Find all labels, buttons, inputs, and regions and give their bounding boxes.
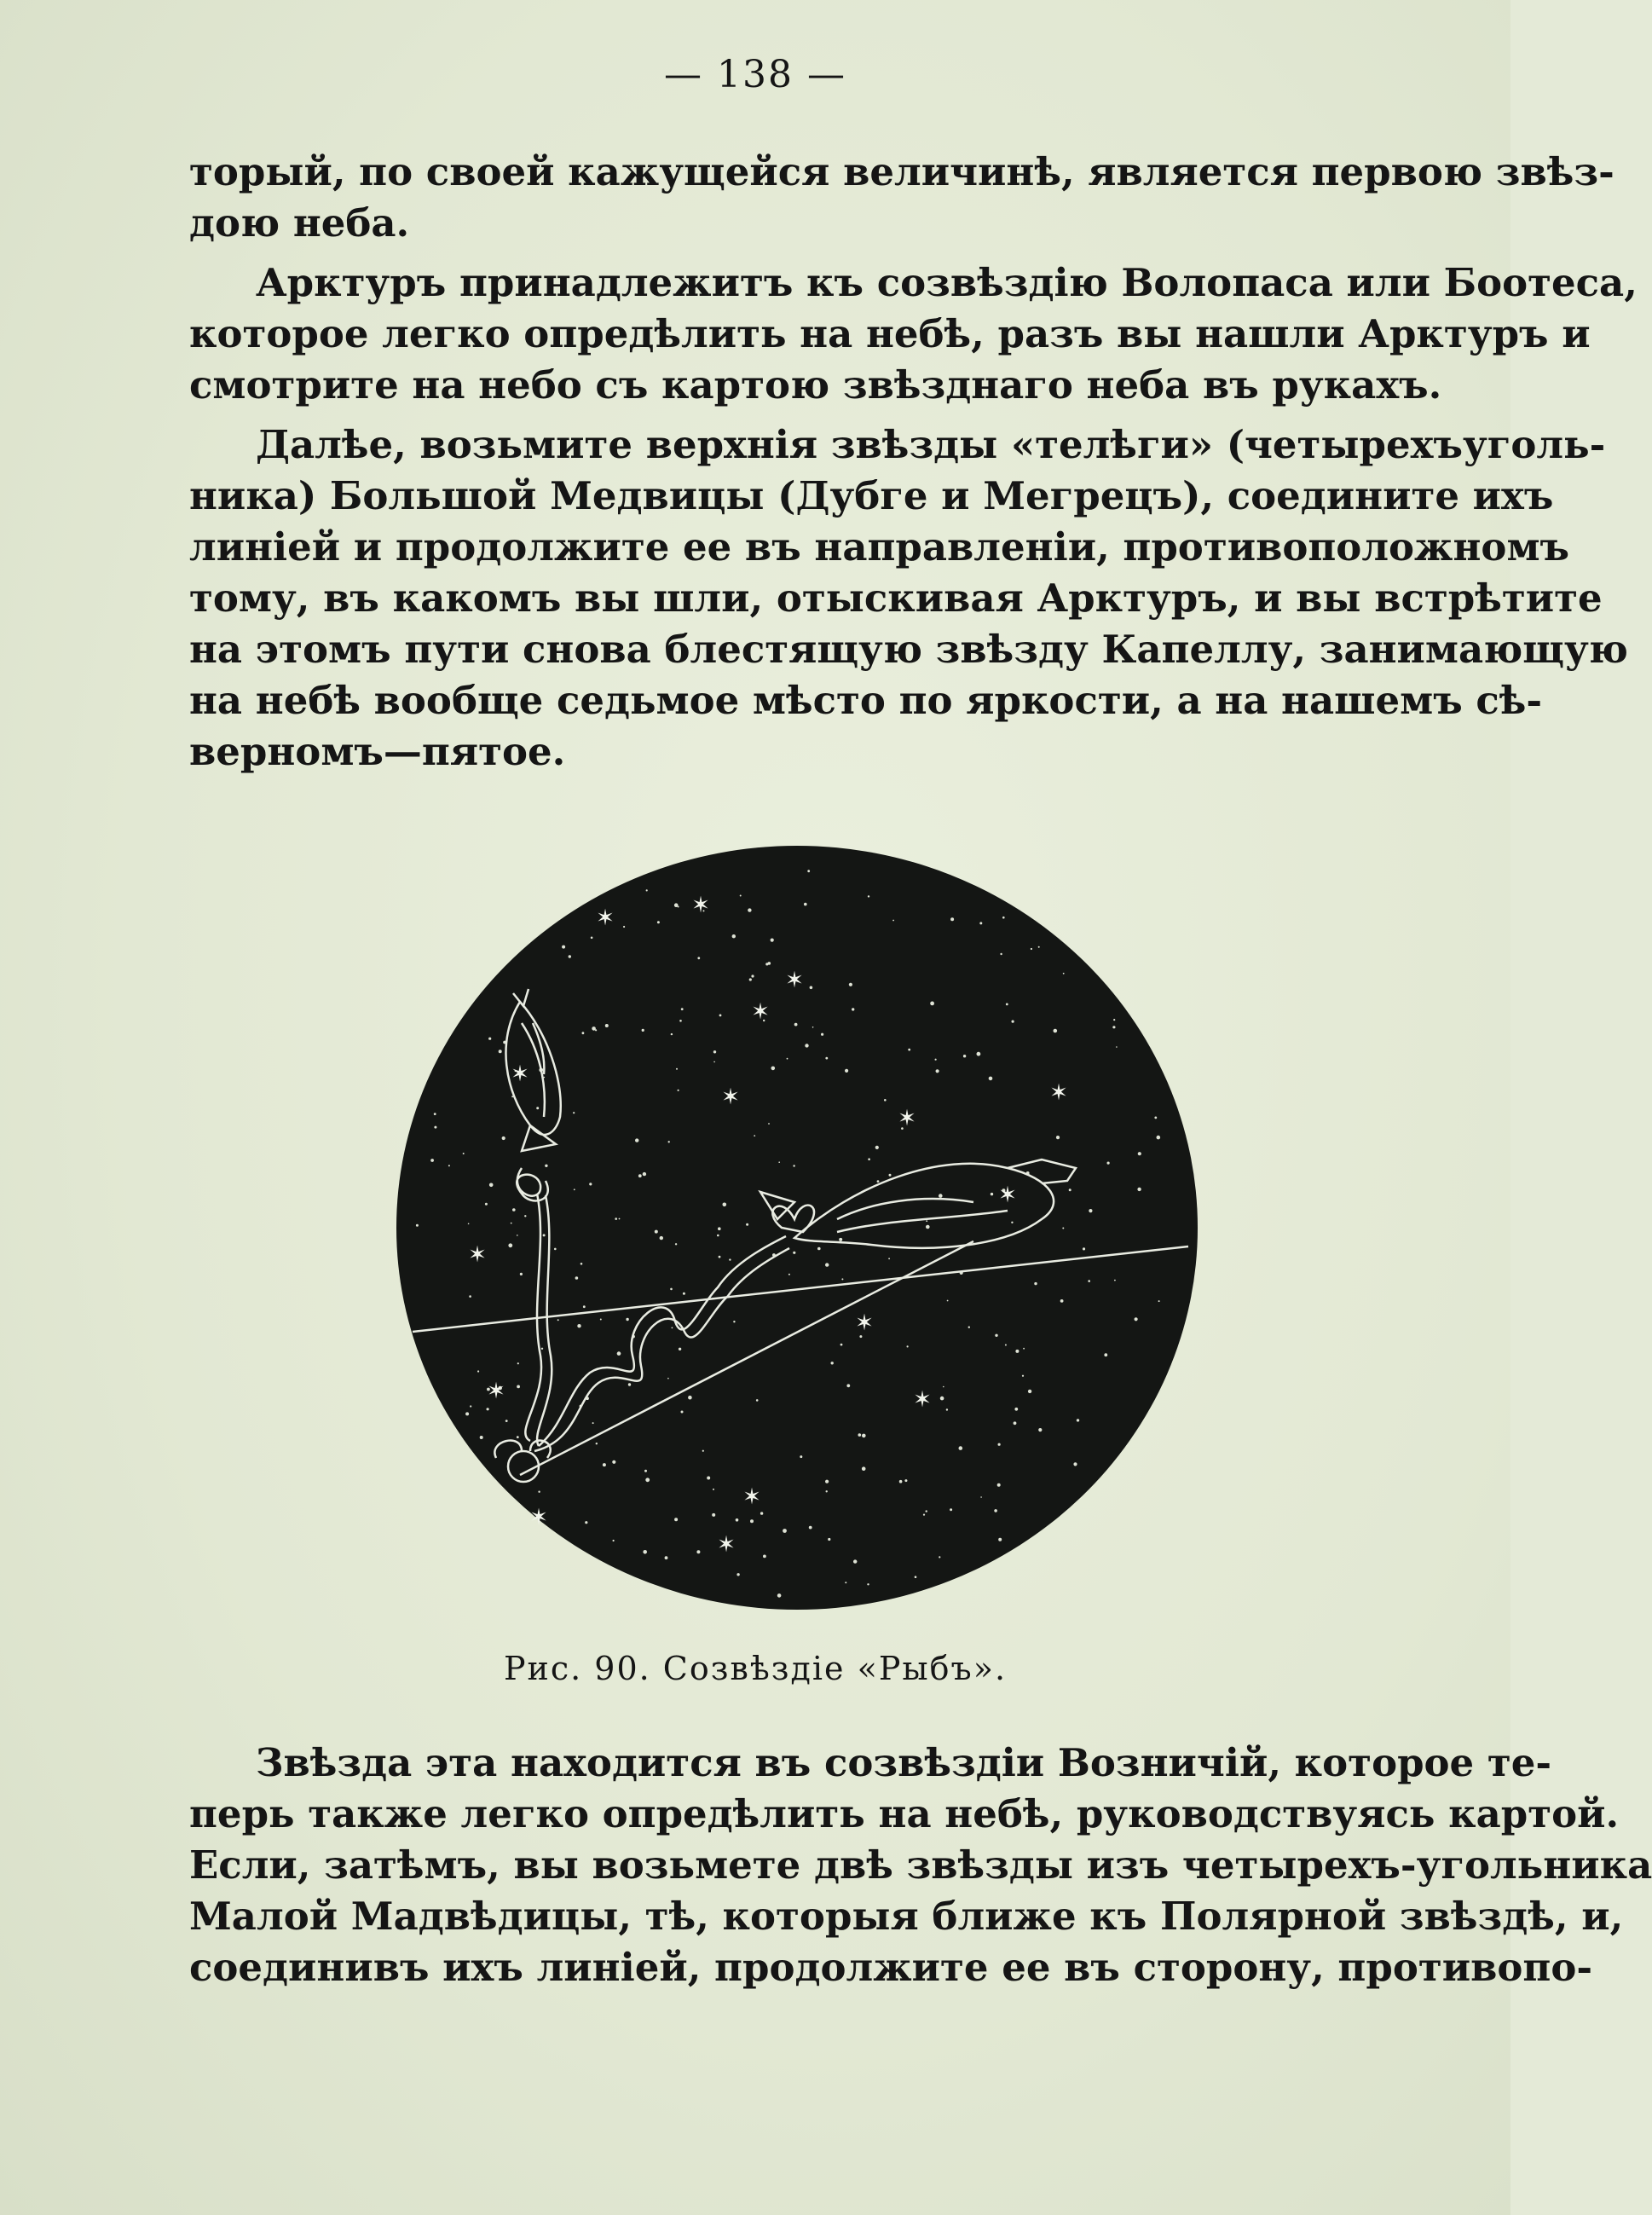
star-dot [545, 1165, 547, 1167]
star-dot [719, 1256, 721, 1258]
star-dot [644, 1470, 647, 1472]
star-dot [613, 1540, 615, 1541]
star-dot [926, 1220, 927, 1222]
star-dot [660, 1236, 663, 1240]
star-dot [477, 1370, 479, 1372]
star-dot [623, 926, 625, 928]
star-dot [713, 1489, 714, 1490]
text-line: линіей и продолжите ее въ направленіи, противоположномъ [189, 524, 1570, 570]
star-dot [465, 1412, 469, 1415]
star-dot [754, 1135, 755, 1136]
star-dot [605, 1024, 609, 1027]
star-dot [1038, 946, 1040, 948]
bright-star-icon: ✶ [898, 1106, 916, 1131]
star-dot [1154, 1117, 1157, 1119]
star-dot [577, 1324, 581, 1327]
star-dot [793, 1252, 795, 1254]
text-line: Звѣзда эта находится въ созвѣздіи Возничій, которое те- [256, 1740, 1552, 1785]
star-dot [862, 1434, 866, 1438]
star-dot [562, 946, 565, 949]
star-dot [595, 1029, 597, 1031]
star-dot [943, 1386, 944, 1388]
bright-star-icon: ✶ [855, 1310, 874, 1336]
star-dot [760, 1512, 763, 1514]
star-dot [617, 1351, 621, 1356]
star-dot [788, 1274, 790, 1275]
star-dot [950, 1508, 952, 1511]
star-dot [1014, 1408, 1018, 1411]
star-dot [679, 1348, 681, 1350]
star-dot [681, 1008, 684, 1010]
star-dot [713, 1050, 716, 1053]
star-dot [1054, 1029, 1058, 1033]
star-dot [998, 1443, 1001, 1446]
star-dot [1015, 1350, 1019, 1353]
star-dot [771, 1067, 776, 1071]
star-dot [793, 1165, 794, 1166]
star-dot [679, 1020, 682, 1022]
star-dot [940, 1397, 944, 1401]
star-dot [675, 1243, 677, 1245]
star-dot [554, 1248, 557, 1251]
star-dot [672, 1327, 673, 1329]
star-dot [468, 1223, 470, 1225]
star-dot [950, 917, 954, 921]
star-dot [763, 1555, 766, 1559]
text-line: Далѣе, возьмите верхнія звѣзды «телѣги» (четырехъуголь- [256, 422, 1606, 467]
star-dot [794, 1023, 798, 1027]
star-dot [696, 1550, 700, 1553]
star-dot [1031, 948, 1032, 950]
star-dot [488, 1038, 491, 1040]
text-line: соединивъ ихъ линіей, продолжите ее въ сторону, противопо- [189, 1945, 1593, 1990]
star-dot [1023, 1348, 1025, 1350]
star-dot [825, 1480, 829, 1483]
star-dot [1104, 1353, 1107, 1356]
bright-star-icon: ✶ [468, 1242, 487, 1268]
figure-caption: Рис. 90. Созвѣздіе «Рыбъ». [503, 1650, 1008, 1687]
bright-star-icon: ✶ [511, 1061, 529, 1087]
star-dot [499, 1050, 502, 1053]
star-dot [416, 1224, 419, 1227]
star-dot [994, 1509, 997, 1512]
text-line: верномъ—пятое. [189, 729, 566, 774]
star-dot [574, 1188, 575, 1190]
night-sky-disc [396, 846, 1198, 1610]
star-dot [434, 1113, 436, 1115]
star-dot [778, 1161, 780, 1163]
star-dot [936, 1069, 939, 1073]
star-dot [487, 1408, 489, 1410]
star-dot [512, 1208, 516, 1212]
star-dot [804, 903, 807, 906]
star-dot [670, 1288, 673, 1291]
star-dot [768, 1123, 770, 1125]
star-dot [846, 1384, 850, 1387]
star-dot [935, 1059, 937, 1061]
star-dot [989, 1077, 993, 1081]
star-dot [840, 1344, 843, 1346]
star-dot [600, 1319, 602, 1321]
star-dot [1028, 1390, 1031, 1393]
star-dot [626, 1318, 628, 1321]
star-dot [671, 1033, 673, 1035]
star-dot [977, 1052, 981, 1056]
star-dot [582, 1032, 585, 1034]
star-dot [569, 955, 571, 957]
star-dot [642, 1029, 644, 1032]
text-line: Арктуръ принадлежитъ къ созвѣздію Волопаса или Боотеса, [256, 260, 1638, 305]
star-dot [683, 1293, 685, 1295]
star-dot [628, 1383, 631, 1385]
paragraph-1 [189, 147, 1614, 249]
star-dot [619, 1218, 621, 1220]
star-dot [511, 1223, 512, 1224]
star-dot [646, 889, 648, 891]
star-dot [469, 1295, 471, 1298]
star-dot [939, 1194, 943, 1198]
star-dot [828, 1538, 830, 1541]
star-dot [750, 1519, 754, 1523]
bright-star-icon: ✶ [998, 1183, 1017, 1208]
star-dot [643, 1550, 647, 1554]
bright-star-icon: ✶ [717, 1532, 736, 1558]
star-dot [543, 1234, 546, 1236]
star-dot [448, 1165, 450, 1166]
bright-star-icon: ✶ [691, 893, 710, 918]
star-dot [1089, 1209, 1092, 1212]
bright-star-icon: ✶ [742, 1484, 761, 1510]
star-dot [926, 1225, 930, 1229]
star-dot [517, 1385, 520, 1389]
star-dot [845, 1069, 848, 1073]
star-dot [868, 1158, 870, 1160]
star-dot [678, 1090, 679, 1091]
star-dot [517, 1235, 518, 1236]
star-dot [826, 1490, 828, 1492]
star-dot [723, 1203, 727, 1207]
star-dot [489, 1183, 494, 1188]
star-dot [810, 986, 813, 990]
star-dot [581, 1263, 583, 1265]
star-dot [1114, 1280, 1116, 1281]
star-dot [787, 1058, 788, 1060]
star-dot [800, 1455, 802, 1458]
star-dot [1158, 1300, 1160, 1302]
star-dot [904, 1479, 907, 1482]
star-dot [839, 1238, 842, 1241]
text-line: тому, въ какомъ вы шли, отыскивая Арктуръ, и вы встрѣтите [189, 575, 1603, 621]
star-dot [615, 1217, 617, 1220]
star-dot [583, 1305, 586, 1308]
star-dot [697, 957, 700, 959]
star-dot [589, 1183, 592, 1185]
star-dot [508, 1243, 512, 1247]
star-dot [756, 1399, 759, 1402]
star-dot [538, 1491, 540, 1493]
star-dot [1107, 1162, 1110, 1165]
star-dot [1034, 1282, 1037, 1285]
star-dot [825, 1057, 828, 1060]
star-dot [635, 1138, 638, 1142]
star-dot [817, 1247, 821, 1251]
bright-star-icon: ✶ [785, 968, 804, 993]
star-dot [748, 908, 751, 911]
paragraph-3 [189, 419, 1628, 778]
star-dot [892, 920, 894, 922]
star-dot [845, 1582, 846, 1583]
star-dot [603, 1463, 606, 1466]
star-dot [712, 1513, 715, 1517]
star-dot [1002, 917, 1005, 919]
star-dot [809, 1526, 812, 1530]
star-dot [575, 1276, 579, 1280]
star-dot [678, 906, 679, 908]
star-dot [995, 1334, 997, 1337]
star-dot [736, 1573, 739, 1576]
star-dot [596, 1443, 598, 1444]
star-dot [849, 983, 852, 986]
bright-star-icon: ✶ [913, 1387, 932, 1413]
star-dot [853, 1559, 857, 1563]
star-dot [751, 974, 754, 977]
star-dot [963, 1055, 966, 1057]
star-dot [852, 1008, 854, 1010]
star-dot [805, 1044, 808, 1047]
star-dot [923, 1514, 925, 1516]
star-dot [643, 1172, 646, 1176]
star-dot [713, 1061, 715, 1063]
star-dot [1056, 1136, 1060, 1139]
star-dot [1137, 1188, 1141, 1191]
bright-star-icon: ✶ [751, 999, 770, 1025]
star-dot [1060, 1299, 1064, 1303]
bright-star-icon: ✶ [1049, 1080, 1068, 1106]
star-dot [825, 1263, 829, 1266]
page-number: — 138 — [664, 53, 846, 96]
star-dot [1011, 1222, 1013, 1223]
star-dot [702, 1450, 704, 1452]
star-dot [681, 1411, 684, 1414]
star-dot [877, 1180, 880, 1183]
star-dot [536, 1107, 539, 1109]
star-dot [668, 1141, 670, 1142]
star-dot [667, 1378, 669, 1379]
text-line: смотрите на небо съ картою звѣзднаго неба въ рукахъ. [189, 362, 1442, 408]
star-dot [1113, 1019, 1115, 1021]
star-dot [1000, 953, 1002, 955]
star-dot [980, 1496, 982, 1498]
star-dot [557, 1319, 559, 1321]
text-line: торый, по своей кажущейся величинѣ, является первою звѣз- [189, 149, 1614, 194]
star-dot [899, 1480, 903, 1483]
star-dot [1005, 1345, 1007, 1346]
text-line: Малой Мадвѣдицы, тѣ, которыя ближе къ Полярной звѣздѣ, и, [189, 1894, 1624, 1939]
star-dot [1063, 973, 1065, 974]
star-dot [998, 1538, 1002, 1541]
star-dot [1116, 1046, 1118, 1048]
star-dot [740, 895, 742, 897]
star-dot [573, 1112, 575, 1113]
text-line: Если, затѣмъ, вы возьмете двѣ звѣзды изъ четырехъ-угольника [189, 1842, 1652, 1888]
star-dot [505, 1420, 508, 1422]
star-dot [638, 1174, 642, 1177]
pisces-constellation-chart [394, 844, 1200, 1611]
star-dot [520, 1273, 523, 1275]
star-dot [875, 1146, 879, 1149]
star-dot [746, 1223, 748, 1226]
star-dot [858, 1433, 862, 1437]
star-dot [979, 922, 982, 924]
star-dot [1077, 1419, 1079, 1421]
text-line: которое легко опредѣлить на небѣ, разъ вы нашли Арктуръ и [189, 311, 1591, 356]
text-line: на этомъ пути снова блестящую звѣзду Капеллу, занимающую [189, 627, 1628, 672]
star-dot [434, 1126, 436, 1129]
bright-star-icon: ✶ [721, 1084, 740, 1110]
star-dot [807, 870, 810, 872]
text-line: на небѣ вообще седьмое мѣсто по яркости, а на нашемъ сѣ- [189, 678, 1543, 723]
star-dot [812, 1027, 814, 1028]
star-dot [915, 1576, 917, 1578]
star-dot [732, 934, 736, 938]
star-dot [930, 1002, 934, 1006]
star-dot [907, 1345, 909, 1347]
star-dot [718, 1227, 721, 1230]
star-dot [947, 1300, 949, 1302]
star-dot [1112, 1026, 1115, 1028]
star-dot [768, 962, 771, 965]
star-dot [908, 1049, 910, 1051]
star-dot [612, 1460, 615, 1464]
star-dot [688, 1396, 692, 1400]
star-dot [946, 1408, 948, 1410]
star-dot [541, 1348, 543, 1350]
star-dot [517, 1436, 519, 1438]
star-dot [991, 1193, 993, 1195]
star-dot [939, 1556, 940, 1558]
star-dot [1038, 1428, 1042, 1431]
star-dot [733, 1321, 735, 1322]
star-dot [485, 1203, 488, 1206]
star-dot [1088, 1280, 1090, 1282]
star-dot [585, 1521, 587, 1524]
star-dot [889, 1174, 892, 1177]
star-dot [1157, 1136, 1161, 1140]
star-dot [841, 1278, 843, 1280]
star-dot [729, 1258, 731, 1260]
star-dot [821, 1033, 823, 1036]
star-dot [502, 1136, 505, 1140]
star-dot [888, 1258, 890, 1259]
star-dot [645, 1478, 650, 1482]
star-dot [1135, 1317, 1138, 1321]
star-dot [524, 1215, 526, 1217]
bright-star-icon: ✶ [596, 905, 615, 931]
star-dot [1083, 1247, 1085, 1250]
star-dot [655, 1230, 658, 1234]
star-dot [771, 939, 774, 942]
star-dot [831, 1362, 834, 1364]
star-dot [959, 1446, 963, 1450]
star-dot [997, 1483, 1001, 1487]
star-dot [719, 1015, 722, 1017]
star-dot [1069, 1188, 1071, 1191]
paragraph-2 [189, 257, 1638, 411]
constellation-illustration [394, 844, 1200, 1611]
paragraph-4 [189, 1738, 1652, 1993]
star-dot [736, 1518, 739, 1522]
star-dot [884, 1099, 887, 1102]
bright-star-icon: ✶ [487, 1379, 505, 1404]
star-dot [968, 1327, 970, 1328]
star-dot [926, 1510, 927, 1512]
star-dot [1012, 1021, 1014, 1023]
star-dot [657, 921, 660, 923]
star-dot [665, 1556, 668, 1559]
star-dot [783, 1529, 787, 1533]
star-dot [868, 895, 869, 897]
star-dot [591, 937, 593, 940]
text-line: дою неба. [189, 200, 410, 246]
star-dot [674, 1518, 678, 1521]
star-dot [430, 1159, 434, 1162]
star-dot [463, 1153, 465, 1154]
star-dot [517, 1362, 519, 1364]
bright-star-icon: ✶ [529, 1505, 548, 1530]
star-dot [707, 1477, 710, 1480]
star-dot [1138, 1152, 1141, 1155]
star-dot [470, 1405, 471, 1407]
text-line: перь также легко опредѣлить на небѣ, руководствуясь картой. [189, 1791, 1620, 1836]
star-dot [1014, 1421, 1017, 1425]
star-dot [592, 1422, 594, 1424]
star-dot [1073, 1462, 1077, 1466]
star-dot [1062, 1228, 1064, 1229]
star-dot [777, 1593, 782, 1598]
star-dot [1022, 1375, 1024, 1377]
text-line: ника) Большой Медвицы (Дубге и Мегрецъ), соедините ихъ [189, 473, 1554, 518]
star-dot [867, 1583, 869, 1585]
star-dot [676, 1068, 678, 1070]
star-dot [480, 1436, 483, 1439]
star-dot [717, 1235, 719, 1237]
star-dot [1006, 1003, 1008, 1006]
star-dot [749, 978, 752, 980]
star-dot [862, 1466, 866, 1471]
